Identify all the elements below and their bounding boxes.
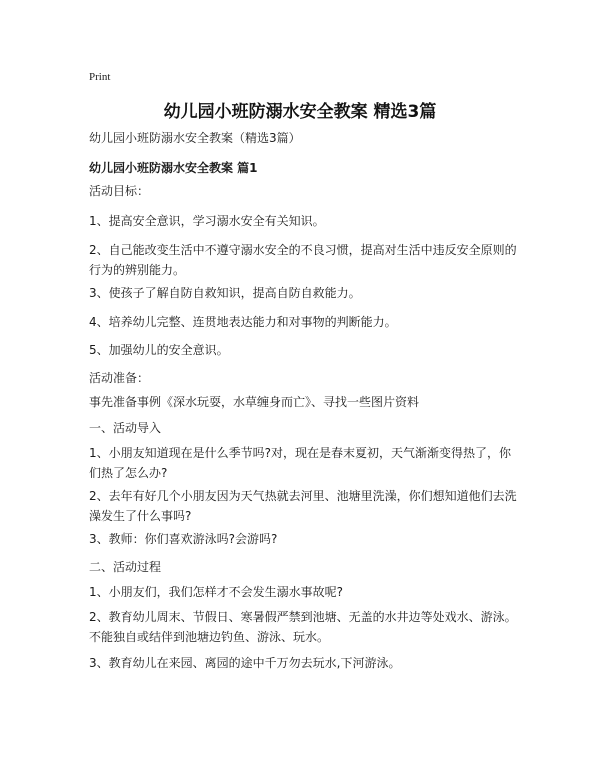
document-subtitle: 幼儿园小班防溺水安全教案（精选3篇）	[89, 131, 301, 145]
paragraph: 一、活动导入	[89, 421, 162, 435]
paragraph: 1、小朋友知道现在是什么季节吗?对，现在是春末夏初，天气渐渐变得热了，你们热了怎么办?	[89, 446, 512, 480]
paragraph: 3、教育幼儿在来园、离园的途中千万勿去玩水,下河游泳。	[89, 656, 401, 670]
paragraph: 2、自己能改变生活中不遵守溺水安全的不良习惯，提高对生活中违反安全原则的行为的辨别能力。	[89, 243, 517, 277]
paragraph: 1、提高安全意识，学习溺水安全有关知识。	[89, 214, 325, 228]
paragraph: 5、加强幼儿的安全意识。	[89, 343, 229, 357]
section-heading: 幼儿园小班防溺水安全教案 篇1	[89, 161, 258, 175]
paragraph: 2、教育幼儿周末、节假日、寒暑假严禁到池塘、无盖的水井边等处戏水、游泳。不能独自或结伴到池塘边钓鱼、游泳、玩水。	[89, 610, 517, 644]
paragraph: 二、活动过程	[89, 560, 162, 574]
paragraph: 3、使孩子了解自防自救知识，提高自防自救能力。	[89, 286, 361, 300]
paragraph: 活动目标：	[89, 184, 150, 198]
print-link[interactable]: Print	[89, 71, 111, 83]
paragraph: 活动准备：	[89, 371, 150, 385]
paragraph: 3、教师：你们喜欢游泳吗?会游吗?	[89, 532, 278, 546]
paragraph: 2、去年有好几个小朋友因为天气热就去河里、池塘里洗澡，你们想知道他们去洗澡发生了什么事吗?	[89, 489, 517, 523]
paragraph: 4、培养幼儿完整、连贯地表达能力和对事物的判断能力。	[89, 315, 397, 329]
paragraph: 事先准备事例《深水玩耍，水草缠身而亡》、寻找一些图片资料	[89, 395, 420, 409]
paragraph: 1、小朋友们，我们怎样才不会发生溺水事故呢?	[89, 585, 344, 599]
document-title: 幼儿园小班防溺水安全教案 精选3篇	[163, 102, 437, 122]
